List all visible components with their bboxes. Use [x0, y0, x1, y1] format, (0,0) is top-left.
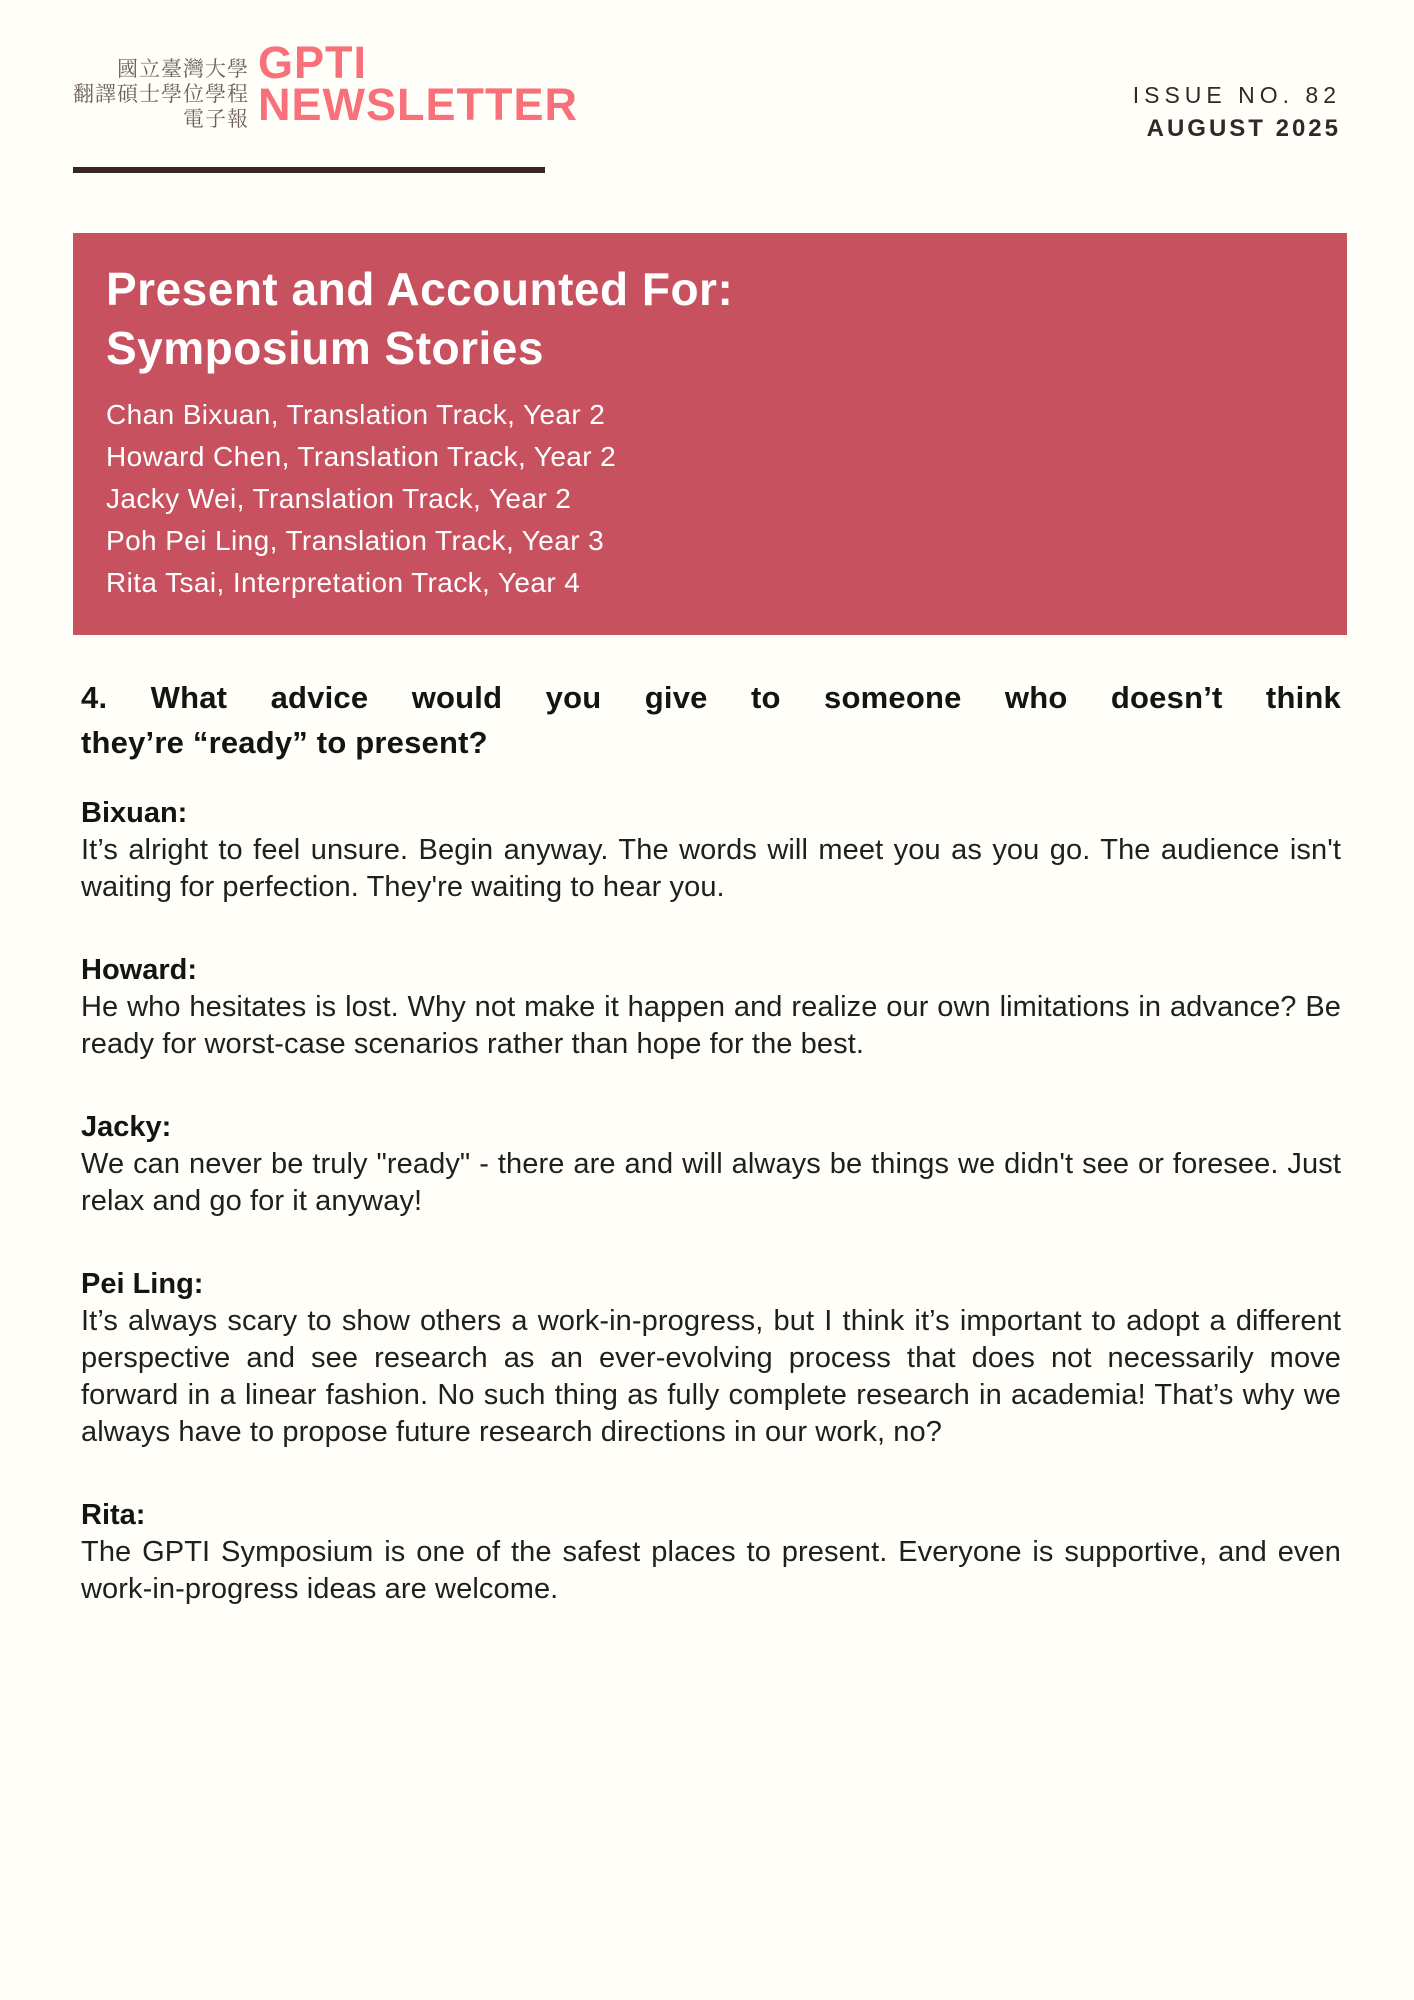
org-line: 國立臺灣大學 [117, 58, 249, 81]
author-item: Rita Tsai, Interpretation Track, Year 4 [106, 567, 581, 598]
answer-jacky [81, 1109, 1341, 1220]
answer-howard [81, 952, 1341, 1063]
author-item: Howard Chen, Translation Track, Year 2 [106, 441, 617, 472]
issue-date: AUGUST 2025 [1146, 115, 1341, 142]
logo-line: NEWSLETTER [258, 79, 578, 130]
article-title-line: Symposium Stories [106, 322, 544, 374]
speaker-name: Bixuan: [81, 797, 188, 829]
answer-pei-ling [81, 1266, 1341, 1451]
speaker-name: Pei Ling: [81, 1268, 204, 1300]
article-body [81, 675, 1341, 1608]
brand [73, 37, 578, 132]
author-list [106, 394, 1311, 604]
speaker-name: Jacky: [81, 1111, 172, 1143]
answer-rita [81, 1497, 1341, 1608]
author-item: Chan Bixuan, Translation Track, Year 2 [106, 399, 606, 430]
author-item: Poh Pei Ling, Translation Track, Year 3 [106, 525, 605, 556]
answer-text: He who hesitates is lost. Why not make it happen and realize our own limitations in advance? Be ready for worst-case scenarios rather than hope for the best. [81, 991, 1341, 1060]
org-name-chinese [73, 42, 249, 132]
answers [81, 795, 1341, 1608]
article-title [106, 260, 1311, 378]
question-line: they’re “ready” to present? [81, 725, 488, 760]
question-line: 4. What advice would you give to someone who doesn’t think [81, 680, 1341, 715]
issue-info [1133, 42, 1341, 143]
answer-text: It’s alright to feel unsure. Begin anyway. The words will meet you as you go. The audience isn't waiting for perfection. They're waiting to hear you. [81, 834, 1341, 903]
question-heading [81, 675, 1341, 765]
answer-bixuan [81, 795, 1341, 906]
issue-number: ISSUE NO. 82 [1132, 82, 1341, 108]
header [0, 0, 1414, 143]
title-banner [73, 233, 1347, 635]
speaker-name: Rita: [81, 1499, 146, 1531]
newsletter-logo [258, 37, 578, 130]
speaker-name: Howard: [81, 954, 197, 986]
answer-text: It’s always scary to show others a work-in-progress, but I think it’s important to adopt a different perspective and see research as an ever-evolving process that does not necessarily move forward in a linear fashion. No such thing as fully complete research in academia! That’s why we always have to propose future research directions in our work, no? [81, 1305, 1341, 1448]
author-item: Jacky Wei, Translation Track, Year 2 [106, 483, 572, 514]
org-line: 翻譯碩士學位學程 [73, 83, 249, 106]
org-line: 電子報 [183, 108, 249, 131]
logo-line: GPTI [258, 37, 368, 88]
answer-text: We can never be truly "ready" - there are and will always be things we didn't see or foresee. Just relax and go for it anyway! [81, 1148, 1341, 1217]
article-title-line: Present and Accounted For: [106, 263, 734, 315]
answer-text: The GPTI Symposium is one of the safest places to present. Everyone is supportive, and even work-in-progress ideas are welcome. [81, 1536, 1341, 1605]
header-divider [73, 167, 545, 173]
